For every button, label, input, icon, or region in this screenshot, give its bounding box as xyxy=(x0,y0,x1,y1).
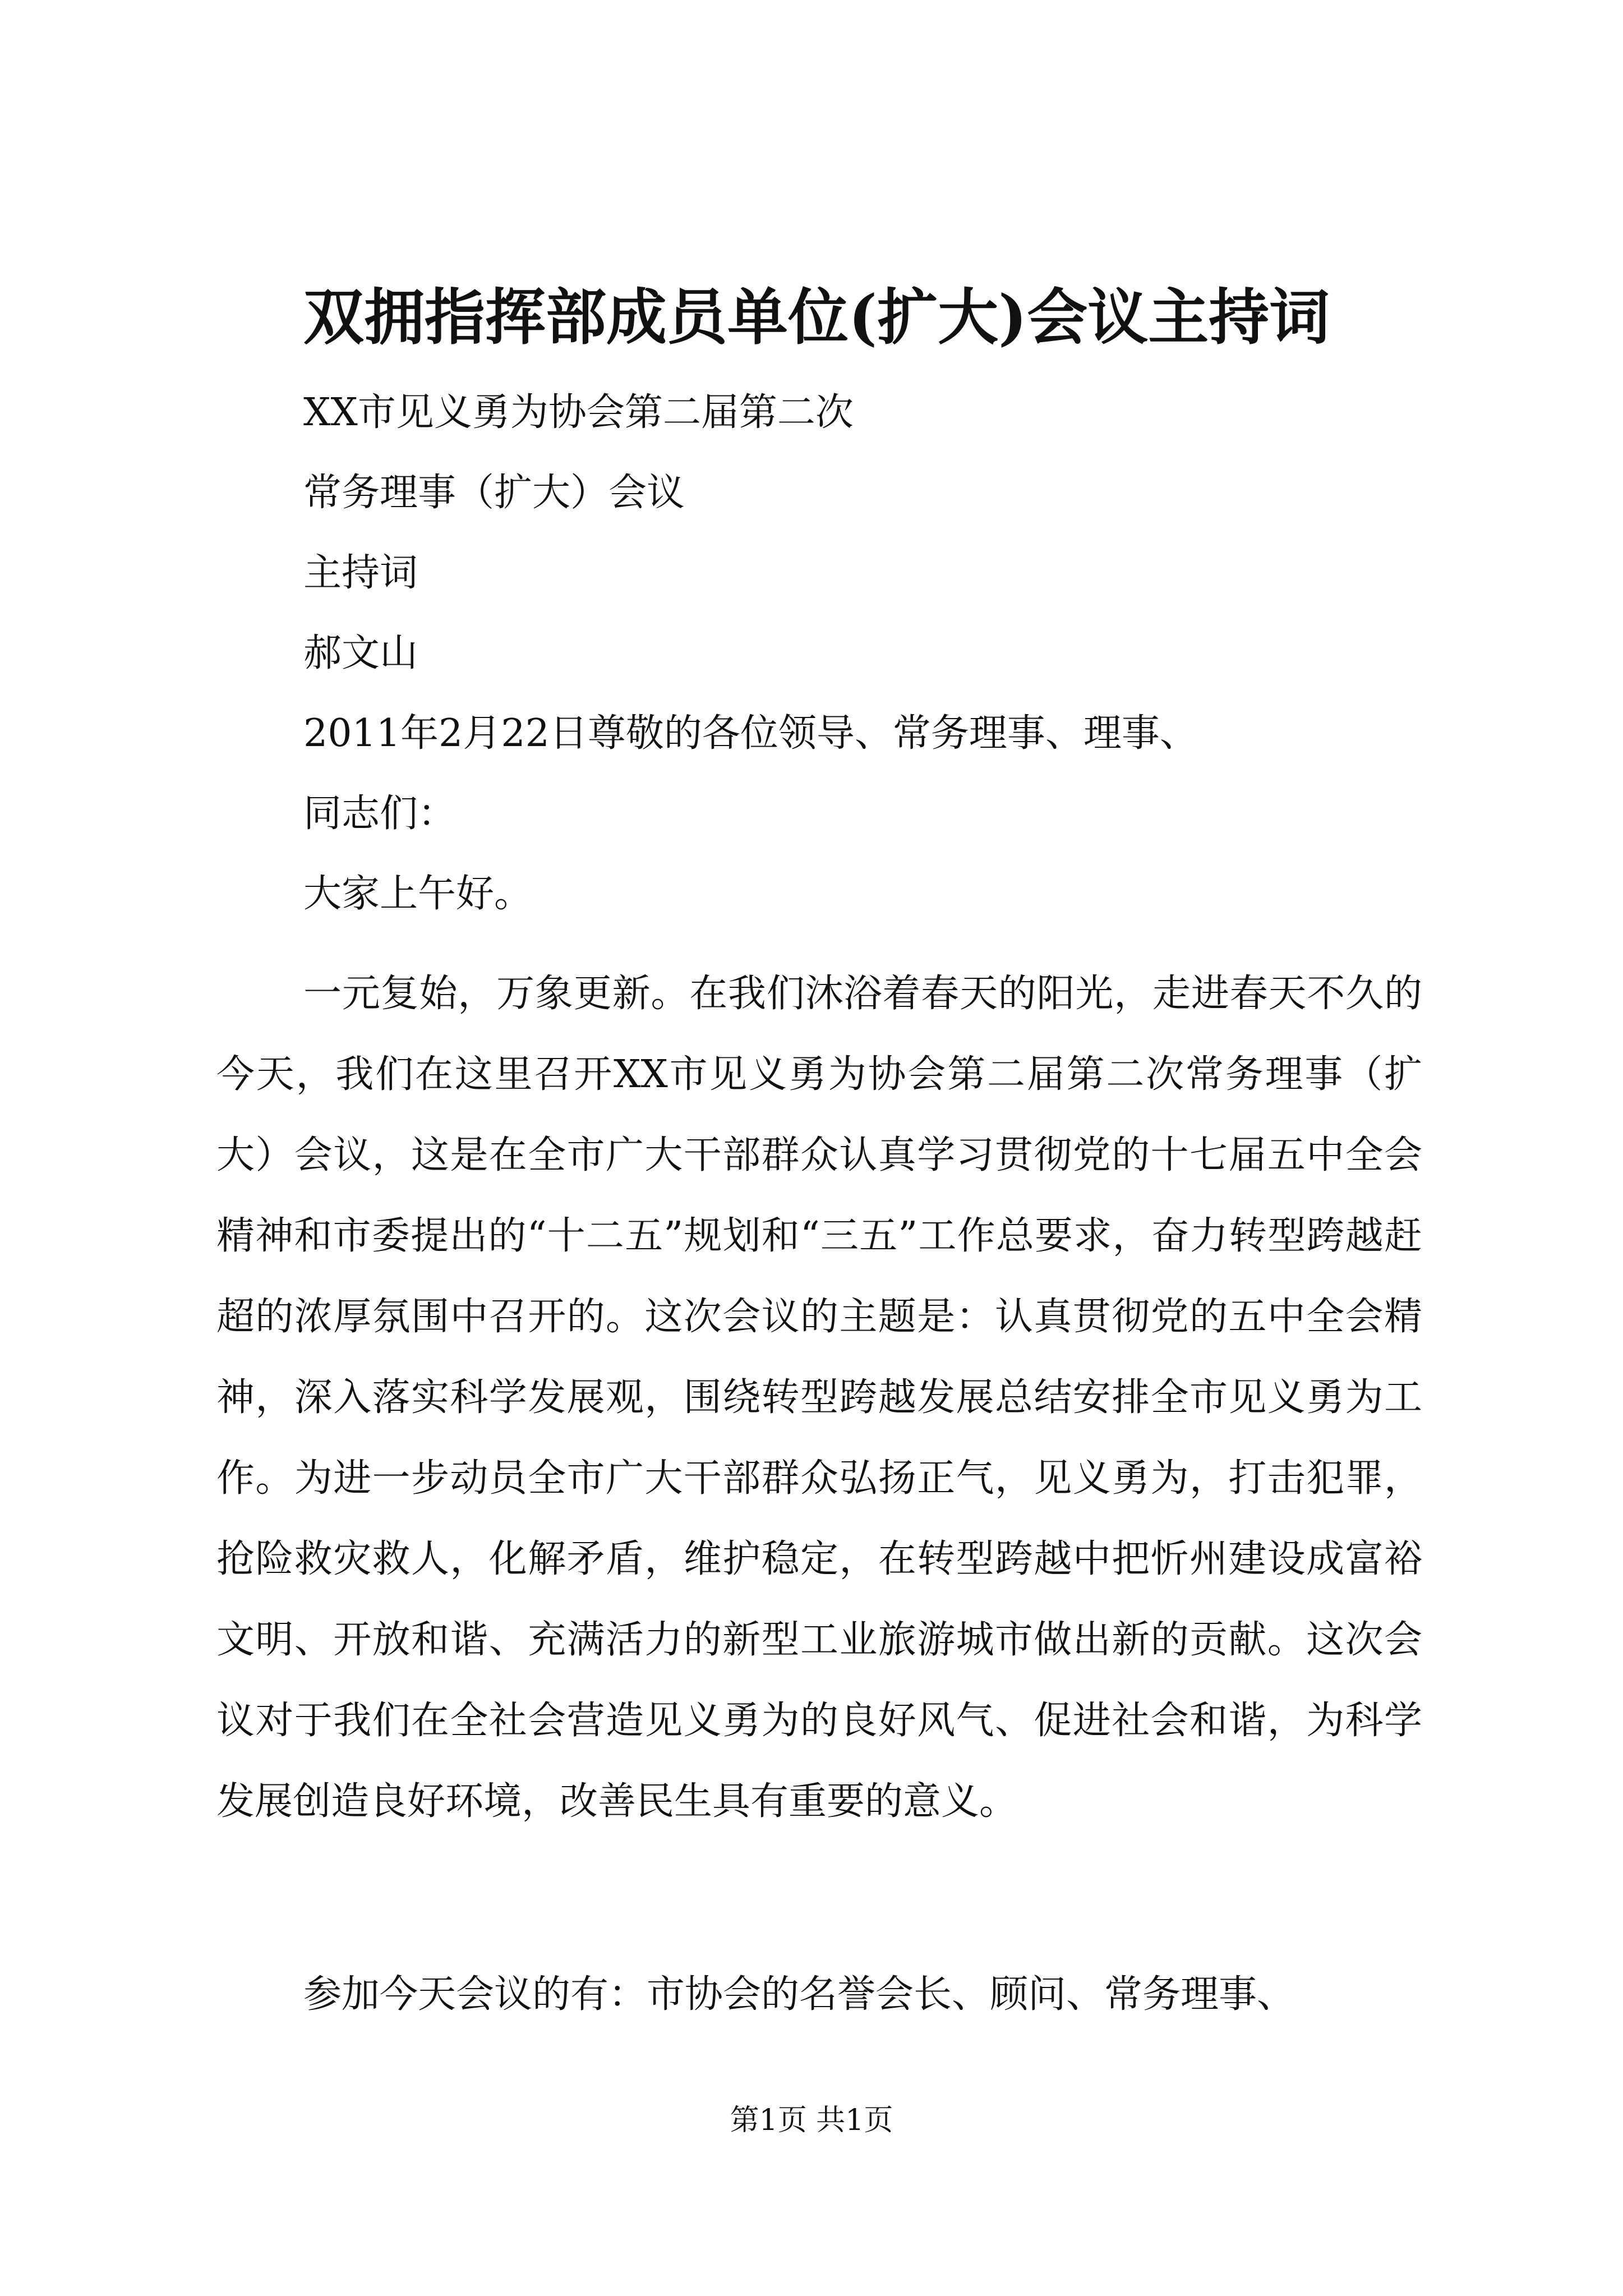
header-line-comrades: 同志们： xyxy=(303,792,457,836)
body-paragraph: 参加今天会议的有：市协会的名誉会长、顾问、常务理事、 xyxy=(303,1972,1295,2017)
page-footer: 第1页 共1页 xyxy=(730,2104,893,2137)
header-line-date-greeting: 2011年2月22日尊敬的各位领导、常务理事、理事、 xyxy=(303,711,1198,756)
header-line-meeting: 常务理事（扩大）会议 xyxy=(303,471,685,515)
header-line-morning: 大家上午好。 xyxy=(303,872,533,916)
header-line-organization: XX市见义勇为协会第二届第二次 xyxy=(303,390,854,435)
document-title: 双拥指挥部成员单位(扩大)会议主持词 xyxy=(303,282,1330,353)
header-line-author: 郝文山 xyxy=(303,631,418,675)
body-paragraph: 一元复始，万象更新。在我们沐浴着春天的阳光，走进春天不久的今天，我们在这里召开XX市见义勇为协会第二届第二次常务理事（扩大）会议，这是在全市广大干部群众认真学习贯彻党的十七届五中全会精神和市委提出的“十二五”规划和“三五”工作总要求，奋力转型跨越赶超的浓厚氛围中召开的。这次会议的主题是：认真贯彻党的五中全会精神，深入落实科学发展观，围绕转型跨越发展总结安排全市见义勇为工作。为进一步动员全市广大干部群众弘扬正气，见义勇为，打击犯罪，抢险救灾救人，化解矛盾，维护稳定，在转型跨越中把忻州建设成富裕文明、开放和谐、充满活力的新型工业旅游城市做出新的贡献。这次会议对于我们在全社会营造见义勇为的良好风气、促进社会和谐，为科学发展创造良好环境，改善民生具有重要的意义。 xyxy=(216,972,1422,1824)
header-line-type: 主持词 xyxy=(303,551,418,595)
